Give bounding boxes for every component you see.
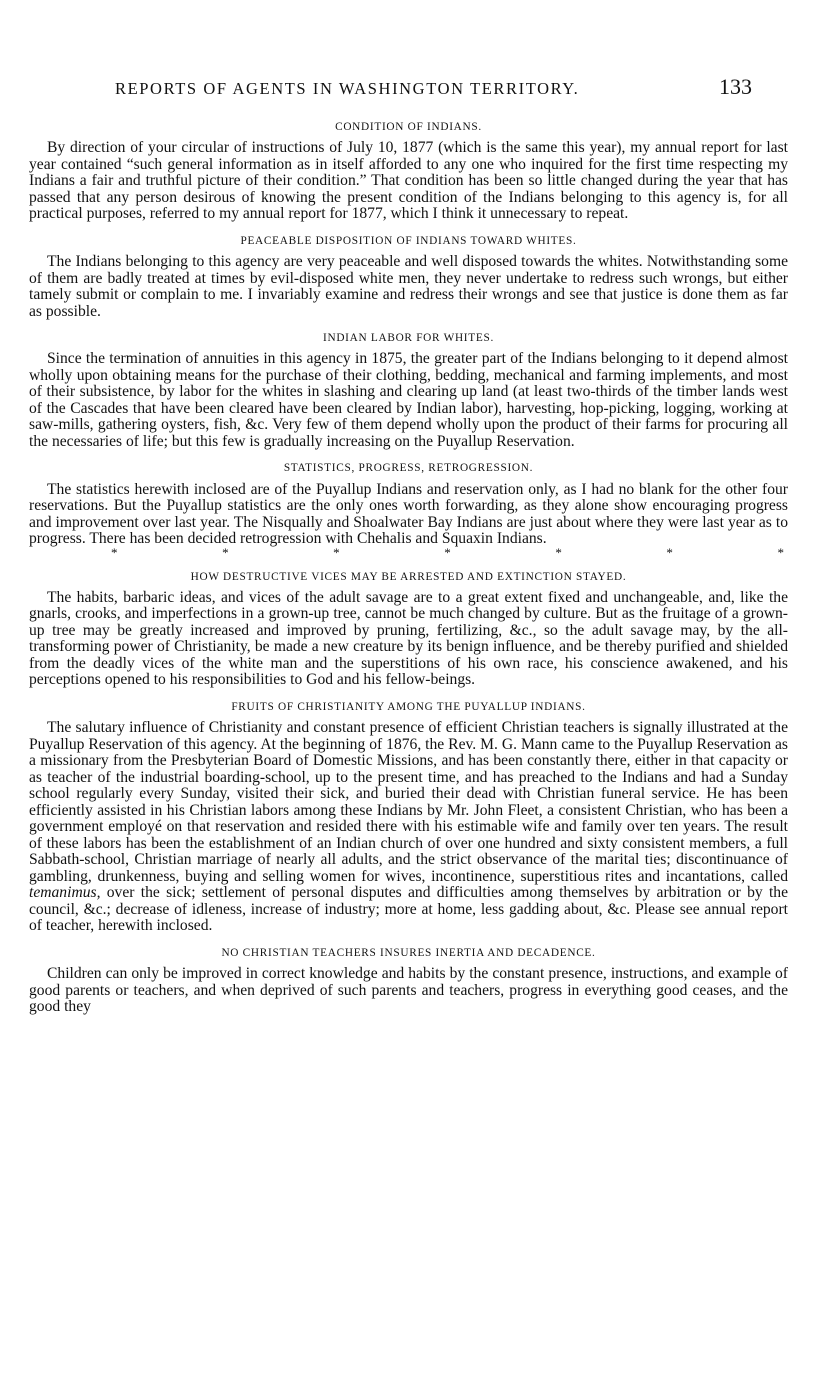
section-heading-statistics: STATISTICS, PROGRESS, RETROGRESSION. [283,462,534,475]
report-body [29,122,788,1016]
paragraph-condition: By direction of your circular of instructions of July 10, 1877 (which is the same this year), my annual report for last year contained “such general information as in itself afforded to any one who inquired for the first time respecting my Indians a fair and truthful picture of their condition.” That condition has been so little changed during the year that has passed that any person desirous of knowing the present condition of the Indians belonging to this agency is, for all practical purposes, referred to my annual report for 1877, which I think it unnecessary to repeat. [29,139,788,223]
fruits-text-part-2: over the sick; settlement of personal disputes and difficulties among themselves by arbitration or by the council, &c.; decrease of idleness, increase of industry; more at home, less gadding about, &c. Please see annual report of teacher, herewith inclosed. [29,884,788,935]
section-heading-vices: HOW DESTRUCTIVE VICES MAY BE ARRESTED AND EXTINCTION STAYED. [190,570,627,583]
star: * [555,544,562,560]
fruits-text-part-1: The salutary influence of Christianity and constant presence of efficient Christian teachers is signally illustrated at the Puyallup Reservation of this agency. At the beginning of 1876, the Rev. M. G. Mann came to the Puyallup Reservation as a missionary from the Presbyterian Board of Domestic Missions, and has been constantly there, either in that capacity or as teacher of the industrial boarding-school, up to the present time, and has preached to the Indians and had a Sunday school regularly every Sunday, visited their sick, and buried their dead with Christian funeral service. He has been efficiently assisted in his Christian labors among these Indians by Mr. John Fleet, a consistent Christian, who has been a government employé on that reservation and resided there with his estimable wife and family over ten years. The result of these labors has been the establishment of an Indian church of over one hundred and sixty consistent members, a full Sabbath-school, Christian marriage of nearly all adults, and the strict observance of the marital ties; discontinuance of gambling, drunkenness, buying and selling women for wives, incontinence, superstitious rites and incantations, called [29,719,788,885]
italic-term-temanimus: temanimus, [29,884,101,902]
paragraph-peaceable: The Indians belonging to this agency are very peaceable and well disposed towards the whites. Notwithstanding some of them are badly treated at times by evil-disposed white men, they never undertake to redress such wrongs, but either tamely submit or complain to me. I invariably examine and redress their wrongs and see that justice is done them as far as possible. [29,253,788,320]
star: * [222,544,229,560]
star: * [444,544,451,560]
section-heading-labor: INDIAN LABOR FOR WHITES. [323,332,494,345]
paragraph-fruits [29,720,788,935]
running-head-title: REPORTS OF AGENTS IN WASHINGTON TERRITORY. [115,79,580,98]
star: * [111,544,118,560]
running-head [115,74,752,100]
star: * [666,544,673,560]
section-heading-no-teachers: NO CHRISTIAN TEACHERS INSURES INERTIA AND DECADENCE. [221,946,596,959]
section-heading-fruits: FRUITS OF CHRISTIANITY AMONG THE PUYALLUP INDIANS. [231,700,586,713]
paragraph-labor: Since the termination of annuities in this agency in 1875, the greater part of the Indians belonging to it depend almost wholly upon obtaining means for the purchase of their clothing, bedding, mechanical and farming implements, and most of their subsistence, by labor for the whites in slashing and clearing up land (at least two-thirds of the timber lands west of the Cascades that have been cleared have been cleared by Indian labor), harvesting, hop-picking, logging, working at saw-mills, gathering oysters, fish, &c. Very few of them depend wholly upon the product of their farms for procuring all the necessaries of life; but this few is gradually increasing on the Puyallup Reservation. [29,350,788,450]
page-number: 133 [719,74,752,99]
paragraph-vices: The habits, barbaric ideas, and vices of the adult savage are to a great extent fixed and unchangeable, and, like the gnarls, crooks, and imperfections in a grown-up tree, cannot be much changed by culture. But as the fruitage of a grown-up tree may be greatly increased and improved by pruning, fertilizing, &c., so the adult savage may, by the all-transforming power of Christianity, be made a new creature by its benign influence, and be thereby purified and shielded from the deadly vices of the white man and the superstitions of his own race, his conscience awakened, and his perceptions opened to his responsibilities to God and his fellow-beings. [29,588,788,689]
section-heading-condition: CONDITION OF INDIANS. [335,121,482,133]
section-heading-peaceable: PEACEABLE DISPOSITION OF INDIANS TOWARD WHITES. [240,234,577,247]
star: * [333,544,340,560]
paragraph-statistics: The statistics herewith inclosed are of the Puyallup Indians and reservation only, as I had no blank for the other four reservations. But the Puyallup statistics are the only ones worth forwarding, as they alone show encouraging progress and improvement over last year. The Nisqually and Shoalwater Bay Indians are just about where they were last year as to progress. There has been decided retrogression with Chehalis and Squaxin Indians. [29,480,788,548]
star: * [777,544,784,560]
paragraph-no-teachers: Children can only be improved in correct knowledge and habits by the constant presence, instructions, and example of good parents or teachers, and when deprived of such parents and teachers, progress in everything good ceases, and the good they [29,965,788,1016]
